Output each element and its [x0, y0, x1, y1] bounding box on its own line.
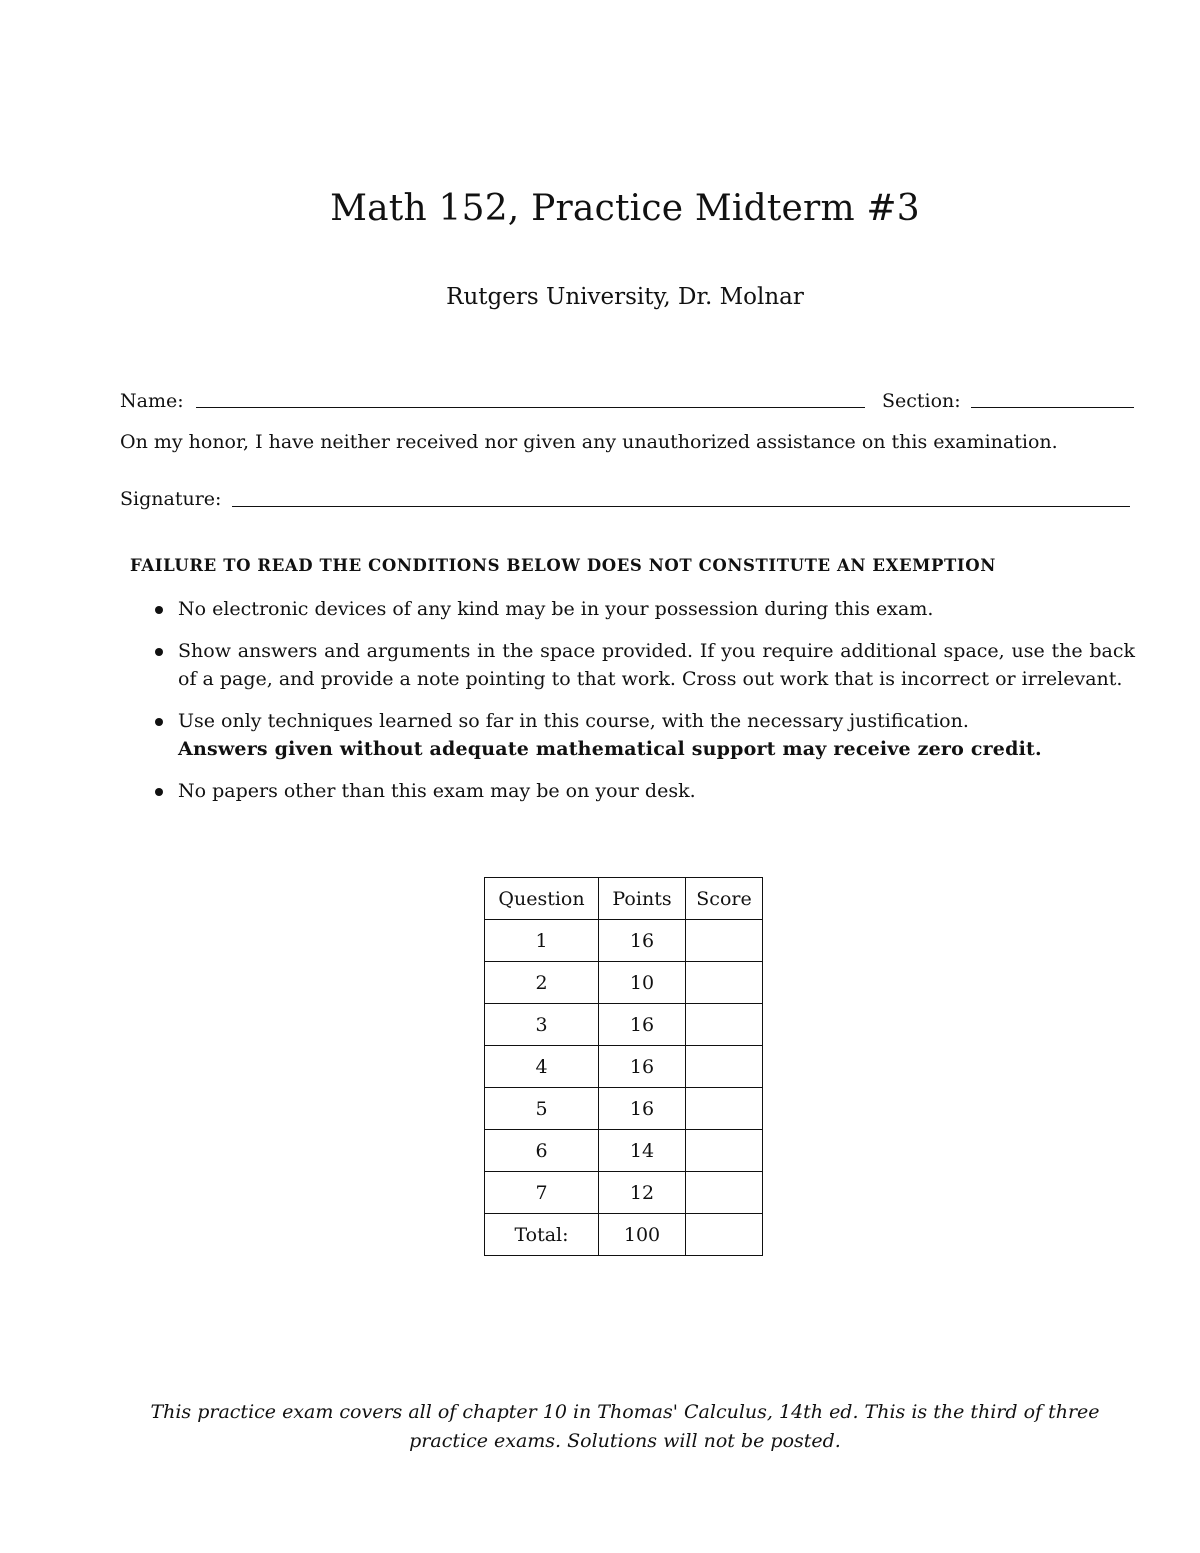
table-row: [485, 1088, 763, 1130]
conditions-heading: FAILURE TO READ THE CONDITIONS BELOW DOES NOT CONSTITUTE AN EXEMPTION: [130, 556, 996, 575]
honor-statement: On my honor, I have neither received nor given any unauthorized assistance on this examination.: [120, 431, 1058, 453]
footer-note: This practice exam covers all of chapter 10 in Thomas' Calculus, 14th ed. This is the third of three practice exams. Solutions will not be posted.: [150, 1401, 1100, 1452]
question-score[interactable]: [686, 962, 763, 1004]
section-field[interactable]: [971, 407, 1134, 408]
section-label: Section:: [882, 390, 961, 412]
name-label: Name:: [120, 390, 184, 412]
header-question: Question: [485, 878, 599, 920]
total-label: Total:: [485, 1214, 599, 1256]
question-score[interactable]: [686, 1172, 763, 1214]
question-score[interactable]: [686, 1088, 763, 1130]
condition-text: Show answers and arguments in the space provided. If you require additional space, use the back of a page, and provide a note pointing to that work. Cross out work that is incorrect or irrelevant.: [178, 640, 1135, 690]
table-row: [485, 920, 763, 962]
signature-label: Signature:: [120, 488, 222, 510]
table-row: [485, 1046, 763, 1088]
table-row: [485, 1172, 763, 1214]
bullet-icon: [155, 606, 163, 614]
question-number: 5: [485, 1088, 599, 1130]
page-subtitle: Rutgers University, Dr. Molnar: [446, 284, 804, 310]
question-number: 1: [485, 920, 599, 962]
question-points: 12: [599, 1172, 686, 1214]
question-points: 14: [599, 1130, 686, 1172]
question-points: 16: [599, 1046, 686, 1088]
question-score[interactable]: [686, 1130, 763, 1172]
question-number: 2: [485, 962, 599, 1004]
table-total-row: [485, 1214, 763, 1256]
table-row: [485, 962, 763, 1004]
name-field[interactable]: [196, 407, 865, 408]
conditions-list: [155, 595, 1135, 819]
total-points: 100: [599, 1214, 686, 1256]
table-header-row: [485, 878, 763, 920]
question-number: 4: [485, 1046, 599, 1088]
signature-field[interactable]: [232, 506, 1130, 507]
header-score: Score: [686, 878, 763, 920]
total-score[interactable]: [686, 1214, 763, 1256]
bullet-icon: [155, 718, 163, 726]
question-points: 16: [599, 1004, 686, 1046]
question-score[interactable]: [686, 920, 763, 962]
condition-text: Use only techniques learned so far in this course, with the necessary justification.: [178, 710, 969, 732]
condition-text: No papers other than this exam may be on your desk.: [178, 780, 696, 802]
bullet-icon: [155, 648, 163, 656]
condition-item: [155, 707, 1135, 763]
question-number: 6: [485, 1130, 599, 1172]
table-row: [485, 1130, 763, 1172]
condition-item: [155, 777, 1135, 805]
header-points: Points: [599, 878, 686, 920]
page-title: Math 152, Practice Midterm #3: [330, 188, 920, 229]
table-row: [485, 1004, 763, 1046]
question-score[interactable]: [686, 1046, 763, 1088]
condition-item: [155, 637, 1135, 693]
score-table: [484, 877, 763, 1256]
question-points: 16: [599, 920, 686, 962]
question-score[interactable]: [686, 1004, 763, 1046]
condition-text: No electronic devices of any kind may be in your possession during this exam.: [178, 598, 934, 620]
question-number: 7: [485, 1172, 599, 1214]
condition-emphasis: Answers given without adequate mathematical support may receive zero credit.: [178, 738, 1042, 760]
question-points: 10: [599, 962, 686, 1004]
condition-item: [155, 595, 1135, 623]
bullet-icon: [155, 788, 163, 796]
question-points: 16: [599, 1088, 686, 1130]
question-number: 3: [485, 1004, 599, 1046]
